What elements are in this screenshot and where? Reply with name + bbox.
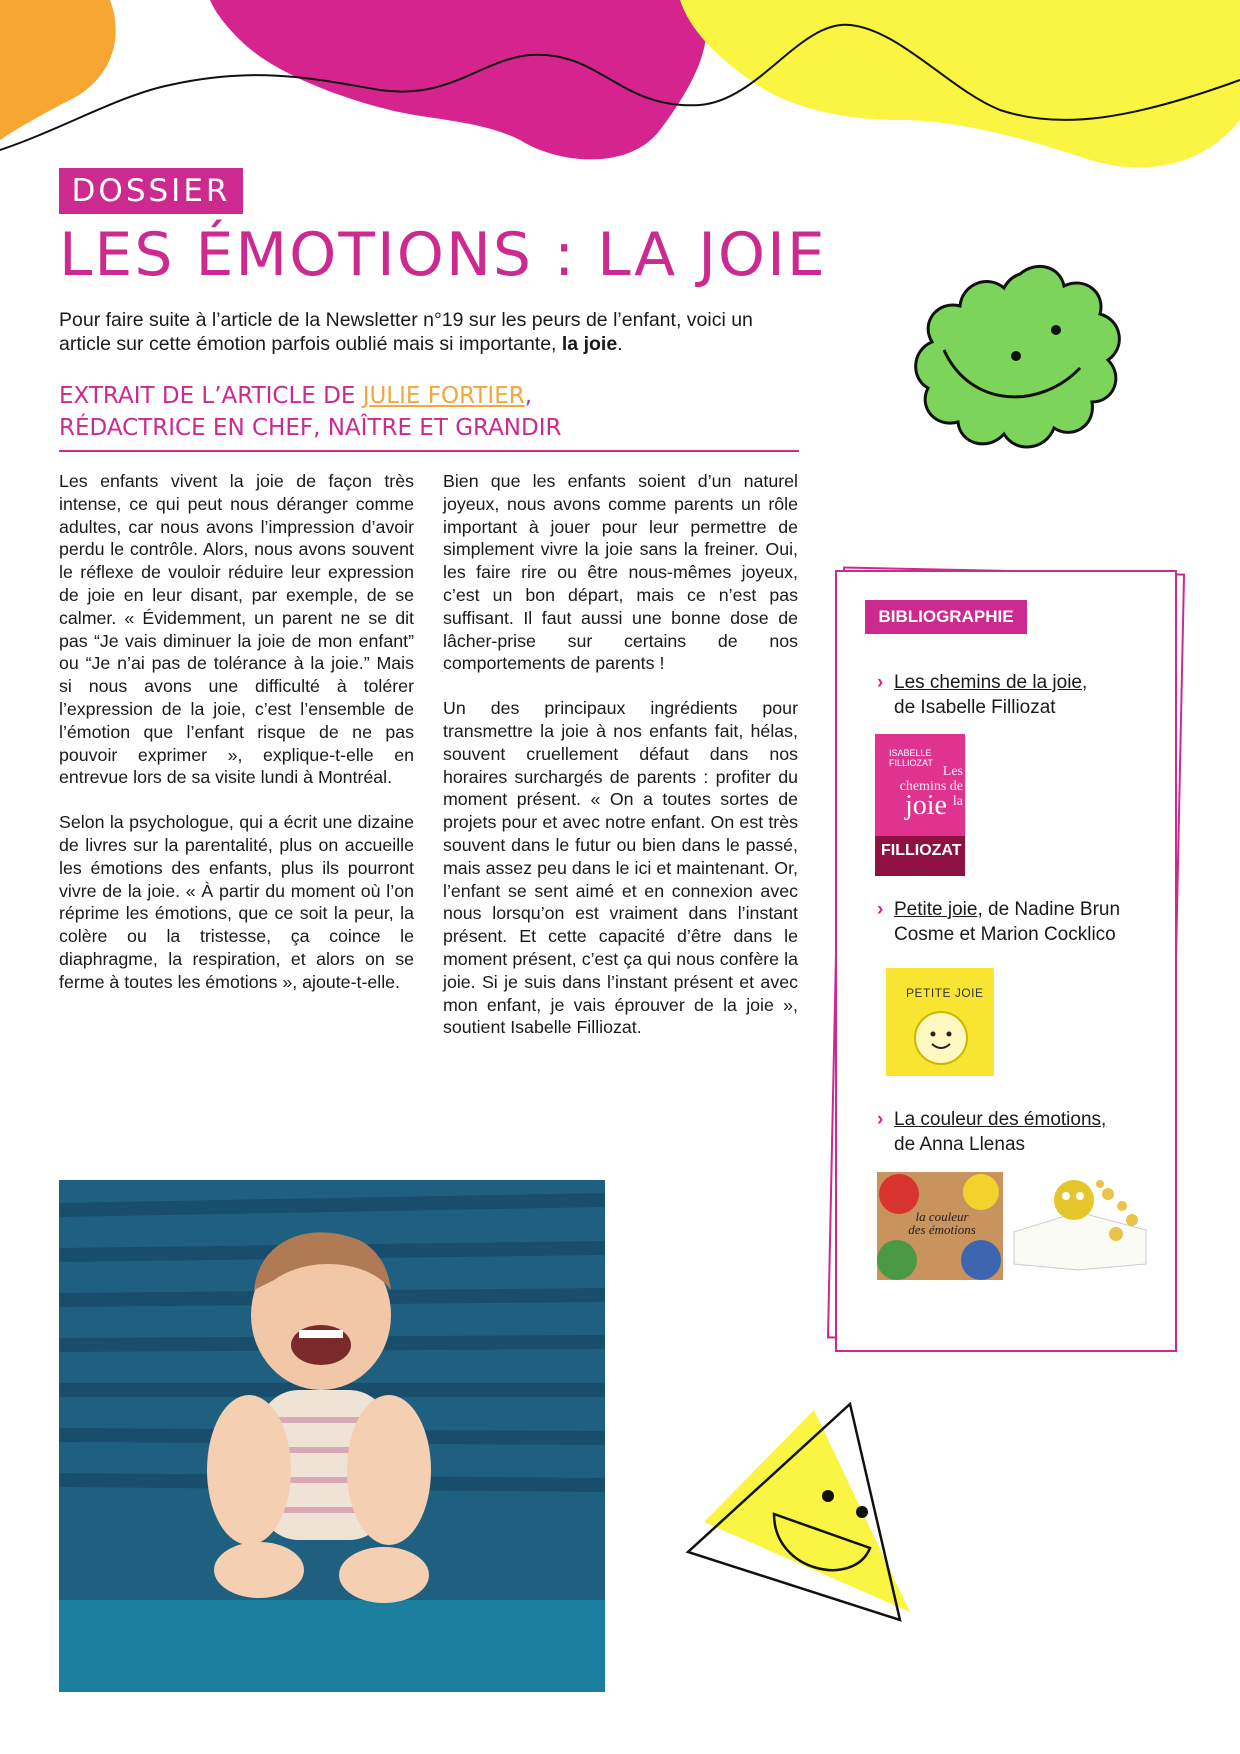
orange-blob [0, 0, 116, 140]
yellow-blob [680, 0, 1240, 167]
article-column-left [59, 470, 414, 1016]
article-paragraph: Bien que les enfants soient d’un naturel joyeux, nous avons comme parents un rôle important à jouer pour leur permettre de simplement vivre la joie sans la freiner. Oui, les faire rire ou être nous-mêmes joyeux, c’est un bon départ, mais ce n’est pas suffisant. Il faut aussi une bonne dose de lâcher-prise sur certains de nos comportements de parents ! [443, 471, 798, 674]
bib-rest: , [1082, 672, 1088, 693]
sun-character-icon [906, 1004, 976, 1070]
bib-item [877, 670, 1167, 720]
flower-eye-right [1051, 325, 1061, 335]
book-cover-chemins-de-la-joie [875, 734, 965, 876]
book-link[interactable]: La couleur des émotions, [894, 1109, 1107, 1130]
bib-author: de Anna Llenas [894, 1134, 1026, 1155]
triangle-eye-right [856, 1506, 868, 1518]
smiling-triangle-icon [684, 1402, 924, 1632]
section-tag: DOSSIER [59, 168, 243, 214]
intro-bold: la joie [561, 333, 618, 355]
laughing-child-photo [59, 1180, 605, 1692]
intro-paragraph [59, 308, 809, 356]
subhead-comma: , [524, 383, 533, 409]
flower-eye-left [1011, 351, 1021, 361]
cover-title-small: Les chemins de la [899, 764, 963, 809]
subhead-line2: RÉDACTRICE EN CHEF, NAÎTRE ET GRANDIR [59, 415, 562, 441]
book-link[interactable]: Petite joie [894, 899, 978, 920]
bib-item [877, 897, 1167, 947]
cover-band-text: FILLIOZAT [881, 842, 962, 859]
bib-item [877, 1107, 1167, 1157]
triangle-eye-left [822, 1490, 834, 1502]
page-title: LES ÉMOTIONS : LA JOIE [59, 220, 827, 290]
chevron-right-icon: › [877, 1109, 884, 1130]
intro-text: Pour faire suite à l’article de la Newsletter n°19 sur les peurs de l’enfant, voici un article sur cette émotion parfois oublié mais si importante, [59, 309, 753, 355]
article-subhead [59, 380, 799, 452]
article-paragraph: Selon la psychologue, qui a écrit une dizaine de livres sur la parentalité, plus on accueille les émotions des enfants, plus ils pourront vivre de la joie. « À partir du moment où l’on réprime les émotions, que ce soit la peur, la colère ou la tristesse, ça coince le diaphragme, la respiration, et alors on se ferme à toutes les émotions », ajoute-t-elle. [59, 812, 414, 992]
cover-author: ISABELLE FILLIOZAT [889, 748, 933, 768]
article-column-right [443, 470, 798, 1061]
smiling-flower-icon [910, 258, 1130, 464]
chevron-right-icon: › [877, 672, 884, 693]
triangle-yellow [704, 1410, 910, 1612]
book-link[interactable]: Les chemins de la joie [894, 672, 1082, 693]
book-open-pages [1008, 1172, 1150, 1272]
cover-title-big: joie [905, 790, 947, 821]
cover-title: PETITE JOIE [906, 986, 984, 1000]
author-link[interactable]: JULIE FORTIER [362, 383, 525, 409]
bibliography-tag: BIBLIOGRAPHIE [865, 600, 1027, 634]
cover-title: la couleur des émotions [908, 1209, 976, 1237]
article-paragraph: Les enfants vivent la joie de façon très intense, ce qui peut nous déranger comme adultes, car nous avons l’impression d’avoir perdu le contrôle. Alors, nous avons souvent le réflexe de vouloir réduire leur expression de joie en leur disant, par exemple, de se calmer. « Évidemment, un parent ne se dit pas “Je vais diminuer la joie de mon enfant” ou “Je n’ai pas de tolérance à la joie.” Mais si nous avons une difficulté à tolérer l’expression de la joie, c’est l’ensemble de l’émotion que l’enfant risque de ne pas pouvoir exprimer », explique-t-elle en entrevue lors de sa visite lundi à Montréal. [59, 471, 414, 788]
bib-author: de Isabelle Filliozat [894, 697, 1056, 718]
article-paragraph: Un des principaux ingrédients pour transmettre la joie à nos enfants fait, hélas, souvent cruellement défaut dans nos horaires surchargés de parents : profiter du moment présent. « On a toutes sortes de projets pour et avec notre enfant. On est très souvent dans le futur ou bien dans le passé, mais assez peu dans le ici et maintenant. Or, l’enfant se sent aimé et en connexion avec nous lorsqu’on est vraiment dans l’instant présent. Et cette capacité d’être dans le moment présent, c’est ça qui nous confère la joie. Si je suis dans l’instant présent et avec mon enfant, je vais éprouver de la joie », soutient Isabelle Filliozat. [443, 698, 798, 1038]
intro-end: . [617, 333, 623, 355]
bib-rest: , de Nadine Brun Cosme et Marion Cocklico [894, 899, 1121, 945]
book-cover-couleur-des-emotions [877, 1172, 1003, 1280]
chevron-right-icon: › [877, 899, 884, 920]
book-cover-petite-joie [886, 968, 994, 1076]
subhead-prefix: EXTRAIT DE L’ARTICLE DE [59, 383, 363, 409]
